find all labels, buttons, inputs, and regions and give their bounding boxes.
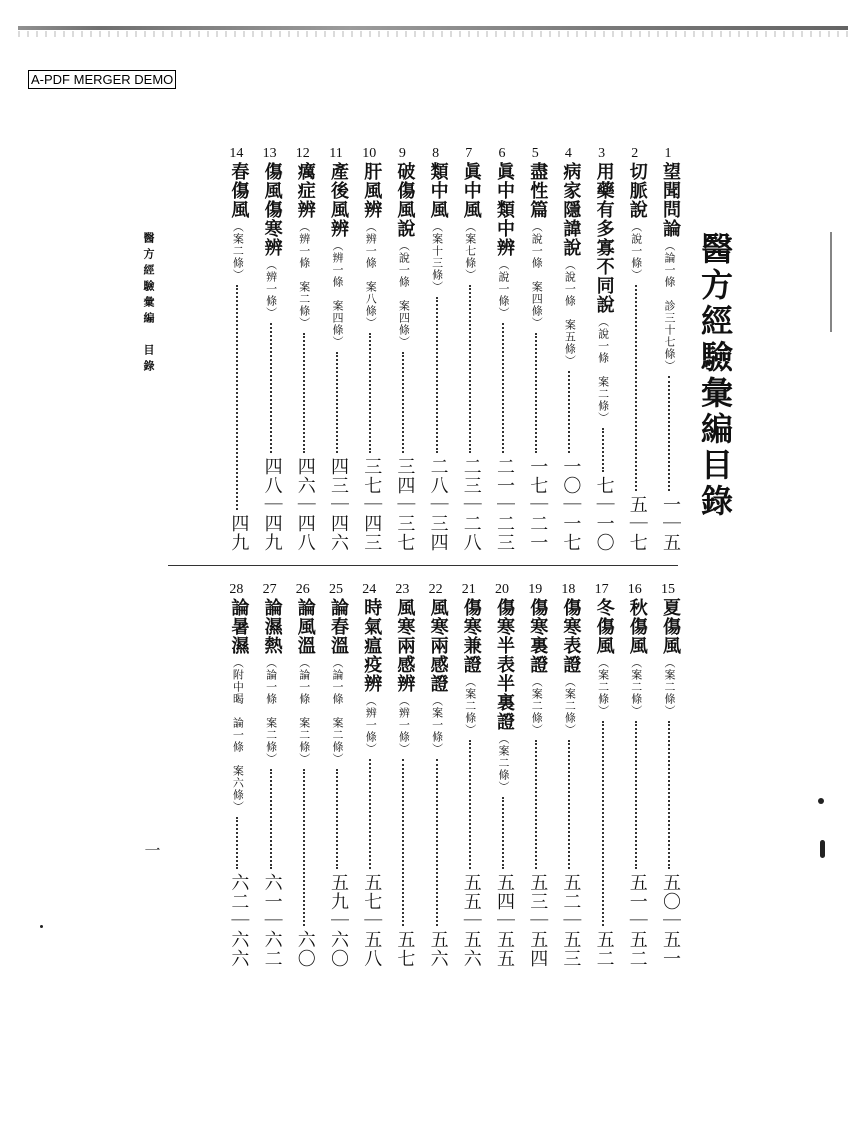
entry-page-range: 五三｜五四	[527, 873, 549, 968]
toc-entry	[489, 146, 519, 552]
entry-title: 眞中類中辨	[494, 162, 515, 257]
toc-entry	[589, 146, 619, 552]
entry-number: 24	[362, 582, 377, 597]
entry-number: 16	[627, 582, 642, 597]
entry-title: 風寒兩感辨	[394, 598, 416, 693]
leader-dots	[602, 721, 604, 926]
toc-entry	[555, 146, 585, 552]
toc-entry	[522, 582, 552, 968]
toc-entry	[622, 582, 652, 968]
toc-entry	[555, 582, 585, 968]
entry-title: 傷寒半表半裏證	[494, 598, 515, 731]
toc-entry	[456, 146, 486, 552]
entry-page-range: 五六	[427, 930, 449, 968]
entry-number: 22	[428, 582, 443, 597]
entry-number: 7	[465, 146, 473, 161]
leader-dots	[369, 759, 371, 869]
entry-page-range: 四九	[228, 514, 250, 552]
entry-page-range: 二三｜二八	[460, 457, 482, 552]
leader-dots	[303, 769, 305, 926]
leader-dots	[535, 740, 537, 869]
entry-note: （辨一條 案四條）	[331, 240, 344, 348]
entry-page-range: 五九｜六〇	[328, 873, 349, 968]
scan-edge-right	[822, 232, 832, 332]
toc-entry	[655, 582, 685, 968]
scan-speck	[818, 798, 824, 804]
toc-entry	[423, 146, 453, 552]
scan-speck	[820, 840, 825, 858]
toc-entry	[522, 146, 552, 552]
scan-speck	[40, 925, 43, 928]
entry-title: 論春溫	[328, 598, 349, 655]
leader-dots	[402, 352, 404, 453]
entry-number: 3	[598, 146, 606, 161]
entry-title: 夏傷風	[660, 598, 681, 655]
entry-note: （說一條）	[497, 259, 510, 319]
entry-number: 17	[594, 582, 609, 597]
toc-entry	[655, 146, 685, 552]
folio-number: 一	[142, 842, 161, 858]
entry-note: （辨一條）	[364, 695, 378, 755]
entry-number: 1	[664, 146, 672, 161]
entry-page-range: 四八｜四九	[261, 457, 283, 552]
entry-page-range: 一七｜二一	[527, 457, 549, 552]
toc-entry	[622, 146, 652, 552]
entry-note: （辨一條 案八條）	[364, 221, 378, 329]
entry-title: 切脈說	[626, 162, 648, 219]
entry-number: 12	[295, 146, 310, 161]
leader-dots	[336, 352, 338, 453]
entry-page-range: 五七	[394, 930, 416, 968]
entry-number: 6	[498, 146, 506, 161]
entry-page-range: 四三｜四六	[328, 457, 349, 552]
entry-number: 10	[362, 146, 377, 161]
entry-page-range: 五二	[593, 930, 615, 968]
entry-number: 20	[495, 582, 509, 597]
entry-title: 癘症辨	[294, 162, 316, 219]
entry-note: （說一條）	[629, 221, 643, 281]
toc-entry	[423, 582, 453, 968]
entry-page-range: 五二｜五三	[560, 873, 582, 968]
entry-title: 產後風辨	[328, 162, 349, 238]
entry-number: 4	[564, 146, 572, 161]
scan-edge-top	[18, 26, 848, 30]
leader-dots	[236, 285, 238, 510]
leader-dots	[469, 285, 471, 453]
entry-note: （說一條 案四條）	[397, 240, 411, 348]
entry-title: 傷風傷寒辨	[261, 162, 283, 257]
entry-note: （案七條）	[463, 221, 477, 281]
entry-number: 23	[395, 582, 410, 597]
leader-dots	[369, 333, 371, 453]
entry-note: （附中暍 論一條 案六條）	[231, 657, 245, 813]
leader-dots	[602, 428, 604, 472]
entry-note: （辨一條）	[397, 695, 411, 755]
leader-dots	[635, 721, 637, 869]
entry-page-range: 五四｜五五	[494, 873, 515, 968]
entry-number: 21	[461, 582, 476, 597]
leader-dots	[568, 371, 570, 453]
entry-number: 13	[262, 146, 277, 161]
entry-page-range: 五一｜五二	[626, 873, 648, 968]
toc-entry	[356, 146, 386, 552]
entry-title: 傷寒兼證	[460, 598, 482, 674]
entry-title: 論暑濕	[228, 598, 250, 655]
entry-number: 15	[661, 582, 675, 597]
entry-note: （案二條）	[596, 657, 610, 717]
leader-dots	[469, 740, 471, 869]
entry-page-range: 二八｜三四	[427, 457, 449, 552]
entry-title: 傷寒表證	[560, 598, 582, 674]
leader-dots	[270, 323, 272, 453]
entry-note: （案二條）	[530, 676, 544, 736]
toc-entry	[323, 582, 353, 968]
entry-title: 論風溫	[294, 598, 316, 655]
toc-entry	[323, 146, 353, 552]
entry-number: 26	[295, 582, 310, 597]
toc-entry	[589, 582, 619, 968]
entry-number: 5	[531, 146, 539, 161]
leader-dots	[336, 769, 338, 869]
toc-entry	[489, 582, 519, 968]
leader-dots	[270, 769, 272, 869]
entry-title: 類中風	[427, 162, 449, 219]
toc-entry	[356, 582, 386, 968]
entry-number: 14	[229, 146, 244, 161]
leader-dots	[502, 323, 504, 453]
entry-title: 破傷風說	[394, 162, 416, 238]
leader-dots	[502, 797, 504, 869]
entry-number: 18	[561, 582, 576, 597]
entry-number: 11	[329, 146, 343, 161]
entry-note: （論一條 案二條）	[297, 657, 311, 765]
entry-note: （案一條）	[430, 695, 444, 755]
entry-title: 論濕熱	[261, 598, 283, 655]
entry-page-range: 四六｜四八	[294, 457, 316, 552]
entry-note: （說一條 案四條）	[530, 221, 544, 329]
toc-entry	[223, 582, 253, 968]
leader-dots	[236, 817, 238, 869]
entry-title: 病家隱諱說	[560, 162, 582, 257]
toc-entry	[223, 146, 253, 552]
entry-number: 2	[631, 146, 639, 161]
leader-dots	[535, 333, 537, 453]
entry-page-range: 七｜一〇	[593, 476, 615, 552]
entry-note: （說一條 案五條）	[563, 259, 577, 367]
leader-dots	[436, 297, 438, 453]
entry-note: （案二條）	[563, 676, 577, 736]
leader-dots	[303, 333, 305, 453]
entry-page-range: 六一｜六二	[261, 873, 283, 968]
entry-number: 25	[329, 582, 343, 597]
toc-entry	[389, 582, 419, 968]
entry-note: （案二條）	[463, 676, 477, 736]
entry-note: （案二條）	[497, 733, 510, 793]
entry-title: 盡性篇	[527, 162, 549, 219]
entry-page-range: 六二｜六六	[228, 873, 250, 968]
entry-title: 秋傷風	[626, 598, 648, 655]
running-footer: 醫方經驗彙編 目錄	[142, 232, 155, 376]
entry-page-range: 二一｜二三	[494, 457, 515, 552]
entry-note: （論一條 案二條）	[331, 657, 344, 765]
section-divider	[168, 565, 678, 566]
entry-number: 9	[398, 146, 406, 161]
entry-title: 傷寒裏證	[527, 598, 549, 674]
entry-title: 用藥有多寡不同說	[593, 162, 615, 314]
leader-dots	[436, 759, 438, 926]
entry-note: （案十三條）	[430, 221, 444, 293]
entry-number: 27	[262, 582, 277, 597]
toc-entry	[389, 146, 419, 552]
entry-note: （論一條 案二條）	[264, 657, 278, 765]
entry-title: 冬傷風	[593, 598, 615, 655]
entry-page-range: 一｜五	[660, 495, 681, 552]
entry-title: 眞中風	[460, 162, 482, 219]
entry-page-range: 五〇｜五一	[660, 873, 681, 968]
leader-dots	[635, 285, 637, 491]
toc-entry	[257, 146, 287, 552]
entry-title: 春傷風	[228, 162, 250, 219]
toc-entry	[290, 582, 320, 968]
scan-edge-noise	[18, 31, 848, 37]
leader-dots	[668, 376, 670, 491]
toc-entry	[257, 582, 287, 968]
entry-note: （論一條 診三十七條）	[663, 240, 676, 372]
entry-note: （辨一條）	[264, 259, 278, 319]
entry-title: 風寒兩感證	[427, 598, 449, 693]
leader-dots	[568, 740, 570, 869]
entry-page-range: 三四｜三七	[394, 457, 416, 552]
entry-page-range: 五七｜五八	[361, 873, 383, 968]
entry-number: 28	[229, 582, 244, 597]
watermark-label: A-PDF MERGER DEMO	[28, 70, 176, 89]
entry-title: 肝風辨	[361, 162, 383, 219]
leader-dots	[402, 759, 404, 926]
entry-page-range: 一〇｜一七	[560, 457, 582, 552]
entry-note: （說一條 案二條）	[596, 316, 610, 424]
toc-entry	[290, 146, 320, 552]
leader-dots	[668, 721, 670, 869]
entry-note: （案二條）	[629, 657, 643, 717]
toc-entry	[456, 582, 486, 968]
entry-page-range: 五五｜五六	[460, 873, 482, 968]
entry-note: （案二條）	[663, 657, 676, 717]
page-title: 醫方經驗彙編目錄	[696, 232, 734, 520]
entry-page-range: 六〇	[294, 930, 316, 968]
entry-number: 8	[432, 146, 440, 161]
entry-note: （辨一條 案二條）	[297, 221, 311, 329]
entry-note: （案二條）	[231, 221, 245, 281]
entry-number: 19	[528, 582, 543, 597]
entry-title: 時氣瘟疫辨	[361, 598, 383, 693]
entry-page-range: 三七｜四三	[361, 457, 383, 552]
entry-title: 望聞問論	[660, 162, 681, 238]
entry-page-range: 五｜七	[626, 495, 648, 552]
